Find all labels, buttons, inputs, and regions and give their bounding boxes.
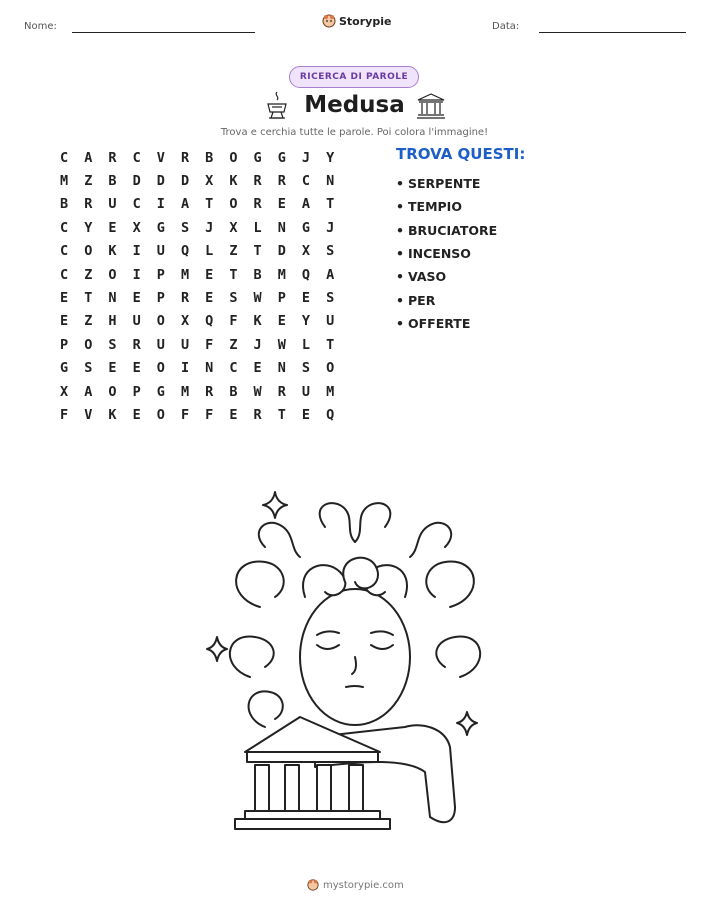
grid-letter[interactable]: X <box>60 383 69 400</box>
grid-letter[interactable]: G <box>60 360 69 377</box>
grid-letter[interactable]: C <box>301 173 311 190</box>
grid-letter[interactable]: V <box>156 149 165 166</box>
grid-letter[interactable]: R <box>277 383 286 400</box>
grid-letter[interactable]: B <box>108 173 117 190</box>
grid-letter[interactable]: X <box>301 243 311 260</box>
grid-letter[interactable]: T <box>277 406 286 423</box>
word-text: OFFERTE <box>408 315 471 331</box>
grid-letter[interactable]: N <box>205 360 214 377</box>
medusa-illustration <box>205 487 505 842</box>
grid-letter[interactable]: V <box>84 406 93 423</box>
grid-row <box>52 357 342 380</box>
grid-letter[interactable]: J <box>326 219 335 236</box>
grid-letter[interactable]: C <box>132 149 141 166</box>
grid-letter[interactable]: X <box>132 219 141 236</box>
grid-letter[interactable]: T <box>326 336 335 353</box>
grid-letter[interactable]: U <box>108 196 117 213</box>
grid-letter[interactable]: O <box>229 196 238 213</box>
grid-letter[interactable]: E <box>132 290 141 307</box>
footer <box>307 879 404 891</box>
grid-letter[interactable]: M <box>60 173 69 190</box>
word-list-item <box>396 265 497 288</box>
grid-letter[interactable]: R <box>108 149 117 166</box>
grid-letter[interactable]: Z <box>84 173 93 190</box>
grid-letter[interactable]: I <box>132 243 141 260</box>
grid-letter[interactable]: C <box>60 243 69 260</box>
grid-letter[interactable]: M <box>180 266 190 283</box>
grid-letter[interactable]: X <box>180 313 190 330</box>
grid-letter[interactable]: T <box>253 243 262 260</box>
grid-letter[interactable]: B <box>253 266 262 283</box>
grid-letter[interactable]: L <box>205 243 214 260</box>
grid-letter[interactable]: C <box>60 219 69 236</box>
grid-letter[interactable]: I <box>180 360 190 377</box>
grid-letter[interactable]: K <box>108 243 117 260</box>
bullet: • <box>396 199 404 215</box>
grid-letter[interactable]: T <box>326 196 335 213</box>
sparkle-icon <box>263 492 287 518</box>
grid-letter[interactable]: U <box>156 243 165 260</box>
grid-letter[interactable]: E <box>301 406 311 423</box>
grid-letter[interactable]: A <box>180 196 190 213</box>
grid-letter[interactable]: N <box>277 219 286 236</box>
grid-letter[interactable]: S <box>326 243 335 260</box>
word-list <box>396 172 497 335</box>
grid-letter[interactable]: O <box>84 243 93 260</box>
storypie-mascot-icon <box>322 14 336 28</box>
grid-letter[interactable]: E <box>108 219 117 236</box>
grid-letter[interactable]: E <box>108 360 117 377</box>
grid-letter[interactable]: X <box>205 173 214 190</box>
grid-letter[interactable]: W <box>277 336 286 353</box>
word-list-item <box>396 219 497 242</box>
word-list-item <box>396 195 497 218</box>
grid-letter[interactable]: O <box>229 149 238 166</box>
grid-letter[interactable]: C <box>60 149 69 166</box>
grid-letter[interactable]: R <box>84 196 93 213</box>
word-text: TEMPIO <box>408 199 462 215</box>
grid-letter[interactable]: P <box>60 336 69 353</box>
grid-row <box>52 240 342 263</box>
grid-letter[interactable]: A <box>84 383 93 400</box>
bullet: • <box>396 292 404 308</box>
grid-letter[interactable]: P <box>277 290 286 307</box>
grid-letter[interactable]: A <box>84 149 93 166</box>
grid-letter[interactable]: N <box>277 360 286 377</box>
grid-letter[interactable]: O <box>84 336 93 353</box>
grid-letter[interactable]: O <box>156 406 165 423</box>
grid-letter[interactable]: P <box>156 290 165 307</box>
word-text: VASO <box>408 269 447 285</box>
grid-letter[interactable]: Z <box>84 313 93 330</box>
word-text: PER <box>408 292 436 308</box>
grid-letter[interactable]: D <box>277 243 286 260</box>
grid-letter[interactable]: Y <box>326 149 335 166</box>
grid-letter[interactable]: S <box>180 219 190 236</box>
grid-row <box>52 380 342 403</box>
grid-row <box>52 146 342 169</box>
grid-letter[interactable]: Y <box>301 313 311 330</box>
grid-letter[interactable]: S <box>229 290 238 307</box>
grid-letter[interactable]: T <box>84 290 93 307</box>
grid-row <box>52 216 342 239</box>
grid-letter[interactable]: Q <box>301 266 311 283</box>
grid-letter[interactable]: D <box>132 173 141 190</box>
grid-letter[interactable]: R <box>132 336 141 353</box>
grid-letter[interactable]: Z <box>229 243 238 260</box>
grid-letter[interactable]: G <box>253 149 262 166</box>
grid-row <box>52 333 342 356</box>
storypie-mascot-icon <box>307 879 319 891</box>
bullet: • <box>396 269 404 285</box>
grid-letter[interactable]: N <box>326 173 335 190</box>
date-field-line[interactable] <box>539 32 686 33</box>
grid-letter[interactable]: R <box>180 290 190 307</box>
grid-letter[interactable]: Q <box>205 313 214 330</box>
grid-letter[interactable]: K <box>229 173 238 190</box>
grid-letter[interactable]: J <box>301 149 311 166</box>
grid-letter[interactable]: C <box>132 196 141 213</box>
word-list-title: TROVA QUESTI: <box>396 145 526 163</box>
temple-icon <box>416 92 446 120</box>
grid-letter[interactable]: G <box>156 383 165 400</box>
bullet: • <box>396 246 404 262</box>
grid-letter[interactable]: E <box>277 196 286 213</box>
grid-letter[interactable]: M <box>180 383 190 400</box>
grid-letter[interactable]: E <box>253 360 262 377</box>
grid-letter[interactable]: F <box>229 313 238 330</box>
grid-letter[interactable]: R <box>253 173 262 190</box>
grid-letter[interactable]: U <box>180 336 190 353</box>
grid-letter[interactable]: B <box>60 196 69 213</box>
grid-letter[interactable]: A <box>326 266 335 283</box>
grid-letter[interactable]: Q <box>326 406 335 423</box>
word-text: BRUCIATORE <box>408 222 498 238</box>
grid-letter[interactable]: W <box>253 290 262 307</box>
page-title: Medusa <box>304 92 405 118</box>
grid-letter[interactable]: L <box>301 336 311 353</box>
grid-letter[interactable]: S <box>84 360 93 377</box>
grid-letter[interactable]: E <box>229 406 238 423</box>
name-label: Nome: <box>24 21 57 32</box>
grid-letter[interactable]: R <box>253 406 262 423</box>
word-search-grid <box>52 146 342 427</box>
grid-letter[interactable]: F <box>60 406 69 423</box>
grid-letter[interactable]: U <box>156 336 165 353</box>
grid-letter[interactable]: J <box>205 219 214 236</box>
grid-letter[interactable]: R <box>180 149 190 166</box>
grid-letter[interactable]: J <box>253 336 262 353</box>
grid-letter[interactable]: G <box>156 219 165 236</box>
grid-letter[interactable]: E <box>205 266 214 283</box>
grid-letter[interactable]: U <box>326 313 335 330</box>
grid-letter[interactable]: T <box>205 196 214 213</box>
grid-letter[interactable]: Z <box>84 266 93 283</box>
grid-letter[interactable]: E <box>205 290 214 307</box>
grid-letter[interactable]: F <box>205 336 214 353</box>
grid-letter[interactable]: I <box>132 266 141 283</box>
grid-letter[interactable]: Z <box>229 336 238 353</box>
activity-badge: RICERCA DI PAROLE <box>289 66 419 88</box>
grid-letter[interactable]: B <box>229 383 238 400</box>
grid-letter[interactable]: A <box>301 196 311 213</box>
grid-letter[interactable]: O <box>156 313 165 330</box>
brand-name: Storypie <box>339 14 392 28</box>
grid-letter[interactable]: S <box>301 360 311 377</box>
name-field-line[interactable] <box>72 32 255 33</box>
word-list-item <box>396 172 497 195</box>
word-list-item <box>396 288 497 311</box>
grid-letter[interactable]: B <box>205 149 214 166</box>
grid-letter[interactable]: I <box>156 196 165 213</box>
grid-letter[interactable]: E <box>301 290 311 307</box>
grid-letter[interactable]: O <box>108 266 117 283</box>
grid-letter[interactable]: M <box>326 383 335 400</box>
grid-letter[interactable]: S <box>108 336 117 353</box>
grid-letter[interactable]: U <box>301 383 311 400</box>
grid-row <box>52 310 342 333</box>
grid-letter[interactable]: O <box>326 360 335 377</box>
word-list-item <box>396 242 497 265</box>
grid-letter[interactable]: O <box>156 360 165 377</box>
bullet: • <box>396 176 404 192</box>
grid-letter[interactable]: Y <box>84 219 93 236</box>
grid-letter[interactable]: N <box>108 290 117 307</box>
grid-letter[interactable]: E <box>60 290 69 307</box>
grid-letter[interactable]: K <box>108 406 117 423</box>
grid-letter[interactable]: C <box>229 360 238 377</box>
grid-letter[interactable]: P <box>132 383 141 400</box>
grid-letter[interactable]: C <box>60 266 69 283</box>
grid-letter[interactable]: F <box>205 406 214 423</box>
grid-row <box>52 193 342 216</box>
footer-site[interactable]: mystorypie.com <box>323 879 404 891</box>
grid-letter[interactable]: E <box>277 313 286 330</box>
grid-letter[interactable]: E <box>60 313 69 330</box>
word-text: INCENSO <box>408 246 471 262</box>
word-list-item <box>396 312 497 335</box>
bullet: • <box>396 222 404 238</box>
grid-letter[interactable]: W <box>253 383 262 400</box>
word-text: SERPENTE <box>408 176 481 192</box>
grid-letter[interactable]: O <box>108 383 117 400</box>
grid-row <box>52 263 342 286</box>
grid-letter[interactable]: P <box>156 266 165 283</box>
grid-letter[interactable]: U <box>132 313 141 330</box>
grid-letter[interactable]: T <box>229 266 238 283</box>
grid-letter[interactable]: Q <box>180 243 190 260</box>
grid-letter[interactable]: E <box>132 360 141 377</box>
grid-letter[interactable]: F <box>180 406 190 423</box>
bullet: • <box>396 315 404 331</box>
grid-row <box>52 286 342 309</box>
grid-row <box>52 403 342 426</box>
grid-letter[interactable]: D <box>180 173 190 190</box>
brand-logo <box>322 14 391 28</box>
grid-letter[interactable]: X <box>229 219 238 236</box>
grid-letter[interactable]: E <box>132 406 141 423</box>
grid-letter[interactable]: L <box>253 219 262 236</box>
grid-letter[interactable]: K <box>253 313 262 330</box>
grid-letter[interactable]: R <box>205 383 214 400</box>
grid-letter[interactable]: S <box>326 290 335 307</box>
grid-letter[interactable]: G <box>301 219 311 236</box>
grid-letter[interactable]: R <box>253 196 262 213</box>
grid-letter[interactable]: M <box>277 266 286 283</box>
grid-row <box>52 169 342 192</box>
grid-letter[interactable]: G <box>277 149 286 166</box>
grid-letter[interactable]: D <box>156 173 165 190</box>
date-label: Data: <box>492 21 520 32</box>
sparkle-icon <box>207 637 227 661</box>
grid-letter[interactable]: R <box>277 173 286 190</box>
instructions: Trova e cerchia tutte le parole. Poi colora l'immagine! <box>220 127 489 138</box>
grid-letter[interactable]: H <box>108 313 117 330</box>
sparkle-icon <box>457 712 477 735</box>
